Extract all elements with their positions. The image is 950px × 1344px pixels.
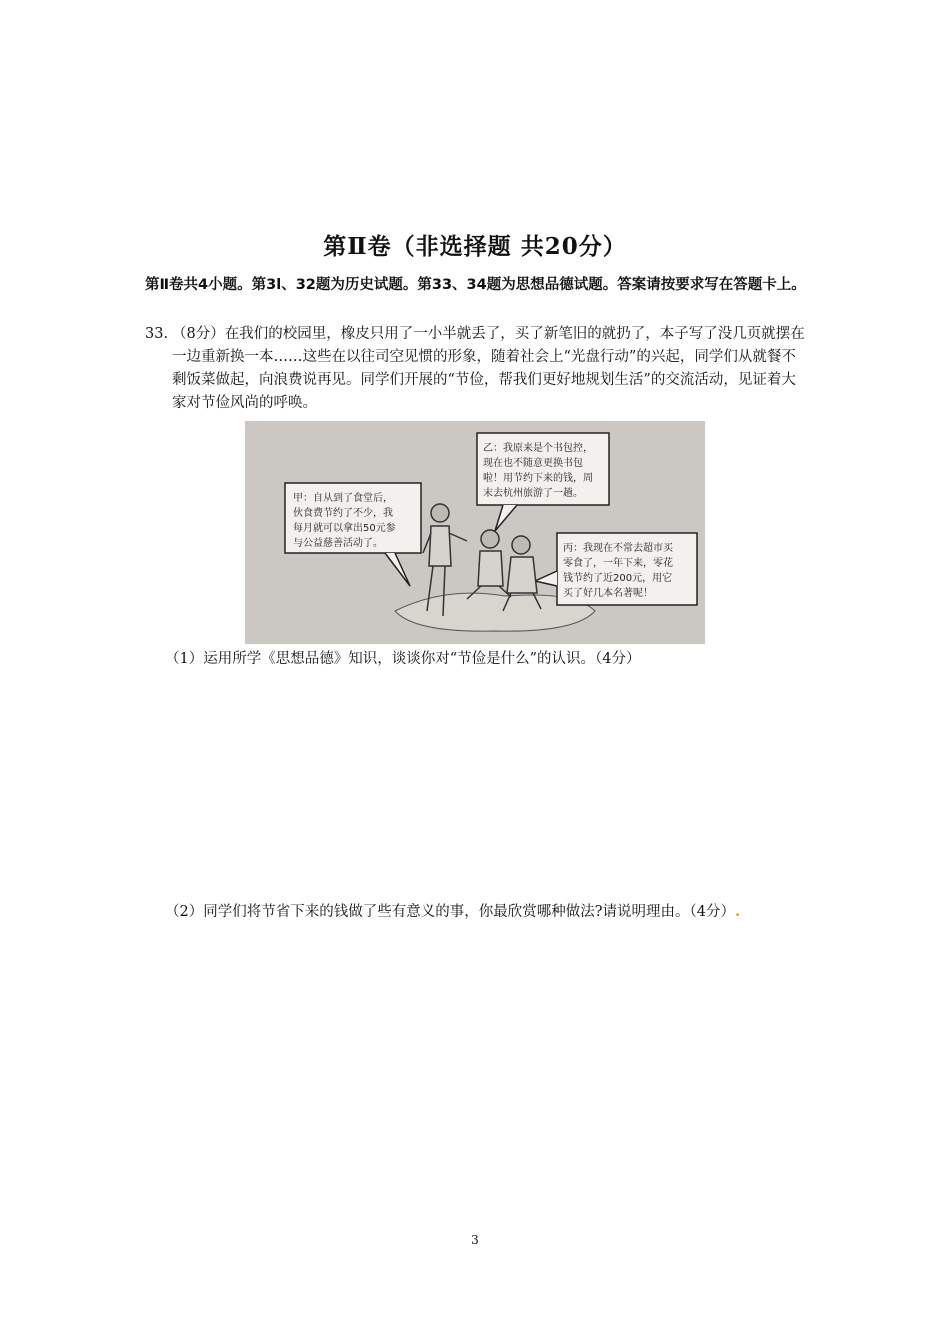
bubble-bing-line-1: 丙：我现在不常去超市买 — [563, 543, 673, 554]
bubble-jia-line-1: 甲：自从到了食堂后， — [293, 493, 393, 504]
bubble-yi-line-3: 啦！用节约下来的钱，周 — [483, 473, 593, 484]
sub-question-2-text: （2）同学们将节省下来的钱做了些有意义的事，你最欣赏哪种做法?请说明理由。（4分） — [165, 904, 735, 920]
section-instructions: 第Ⅱ卷共4小题。第3l、32题为历史试题。第33、34题为思想品德试题。答案请按要求写在答题卡上。 — [145, 277, 806, 293]
page-number: 3 — [471, 1233, 479, 1247]
speech-bubble-bing — [535, 533, 697, 605]
bubble-bing-line-3: 钱节约了近200元，用它 — [563, 573, 673, 584]
illustration-students-saving — [245, 421, 705, 644]
sub-question-1: （1）运用所学《思想品德》知识，谈谈你对“节俭是什么”的认识。（4分） — [165, 651, 641, 667]
sub-question-2 — [165, 900, 815, 924]
question-number: 33. — [145, 326, 169, 342]
highlight-mark: . — [734, 903, 741, 920]
bubble-bing-line-4: 买了好几本名著呢！ — [563, 588, 653, 599]
bubble-jia-line-4: 与公益慈善活动了。 — [293, 538, 383, 549]
bubble-yi-line-4: 末去杭州旅游了一趟。 — [483, 488, 583, 499]
section-title: 第Ⅱ卷（非选择题 共20分） — [323, 233, 627, 260]
bubble-yi-line-1: 乙：我原来是个书包控， — [483, 443, 593, 454]
bubble-bing-line-2: 零食了，一年下来，零花 — [563, 558, 673, 569]
bubble-jia-line-3: 每月就可以拿出50元参 — [293, 523, 396, 534]
question-stem: （8分）在我们的校园里，橡皮只用了一小半就丢了，买了新笔旧的就扔了，本子写了没几页就摆在一边重新换一本……这些在以往司空见惯的形象，随着社会上“光盘行动”的兴起，同学们从就餐不剩饭菜做起，向浪费说再见。同学们开展的“节俭，帮我们更好地规划生活”的交流活动，见证着大家对节俭风尚的呼唤。 — [172, 326, 805, 411]
bubble-yi-line-2: 现在也不随意更换书包 — [483, 458, 583, 469]
bubble-jia-line-2: 伙食费节约了不少，我 — [293, 508, 393, 519]
question-33 — [145, 323, 810, 415]
